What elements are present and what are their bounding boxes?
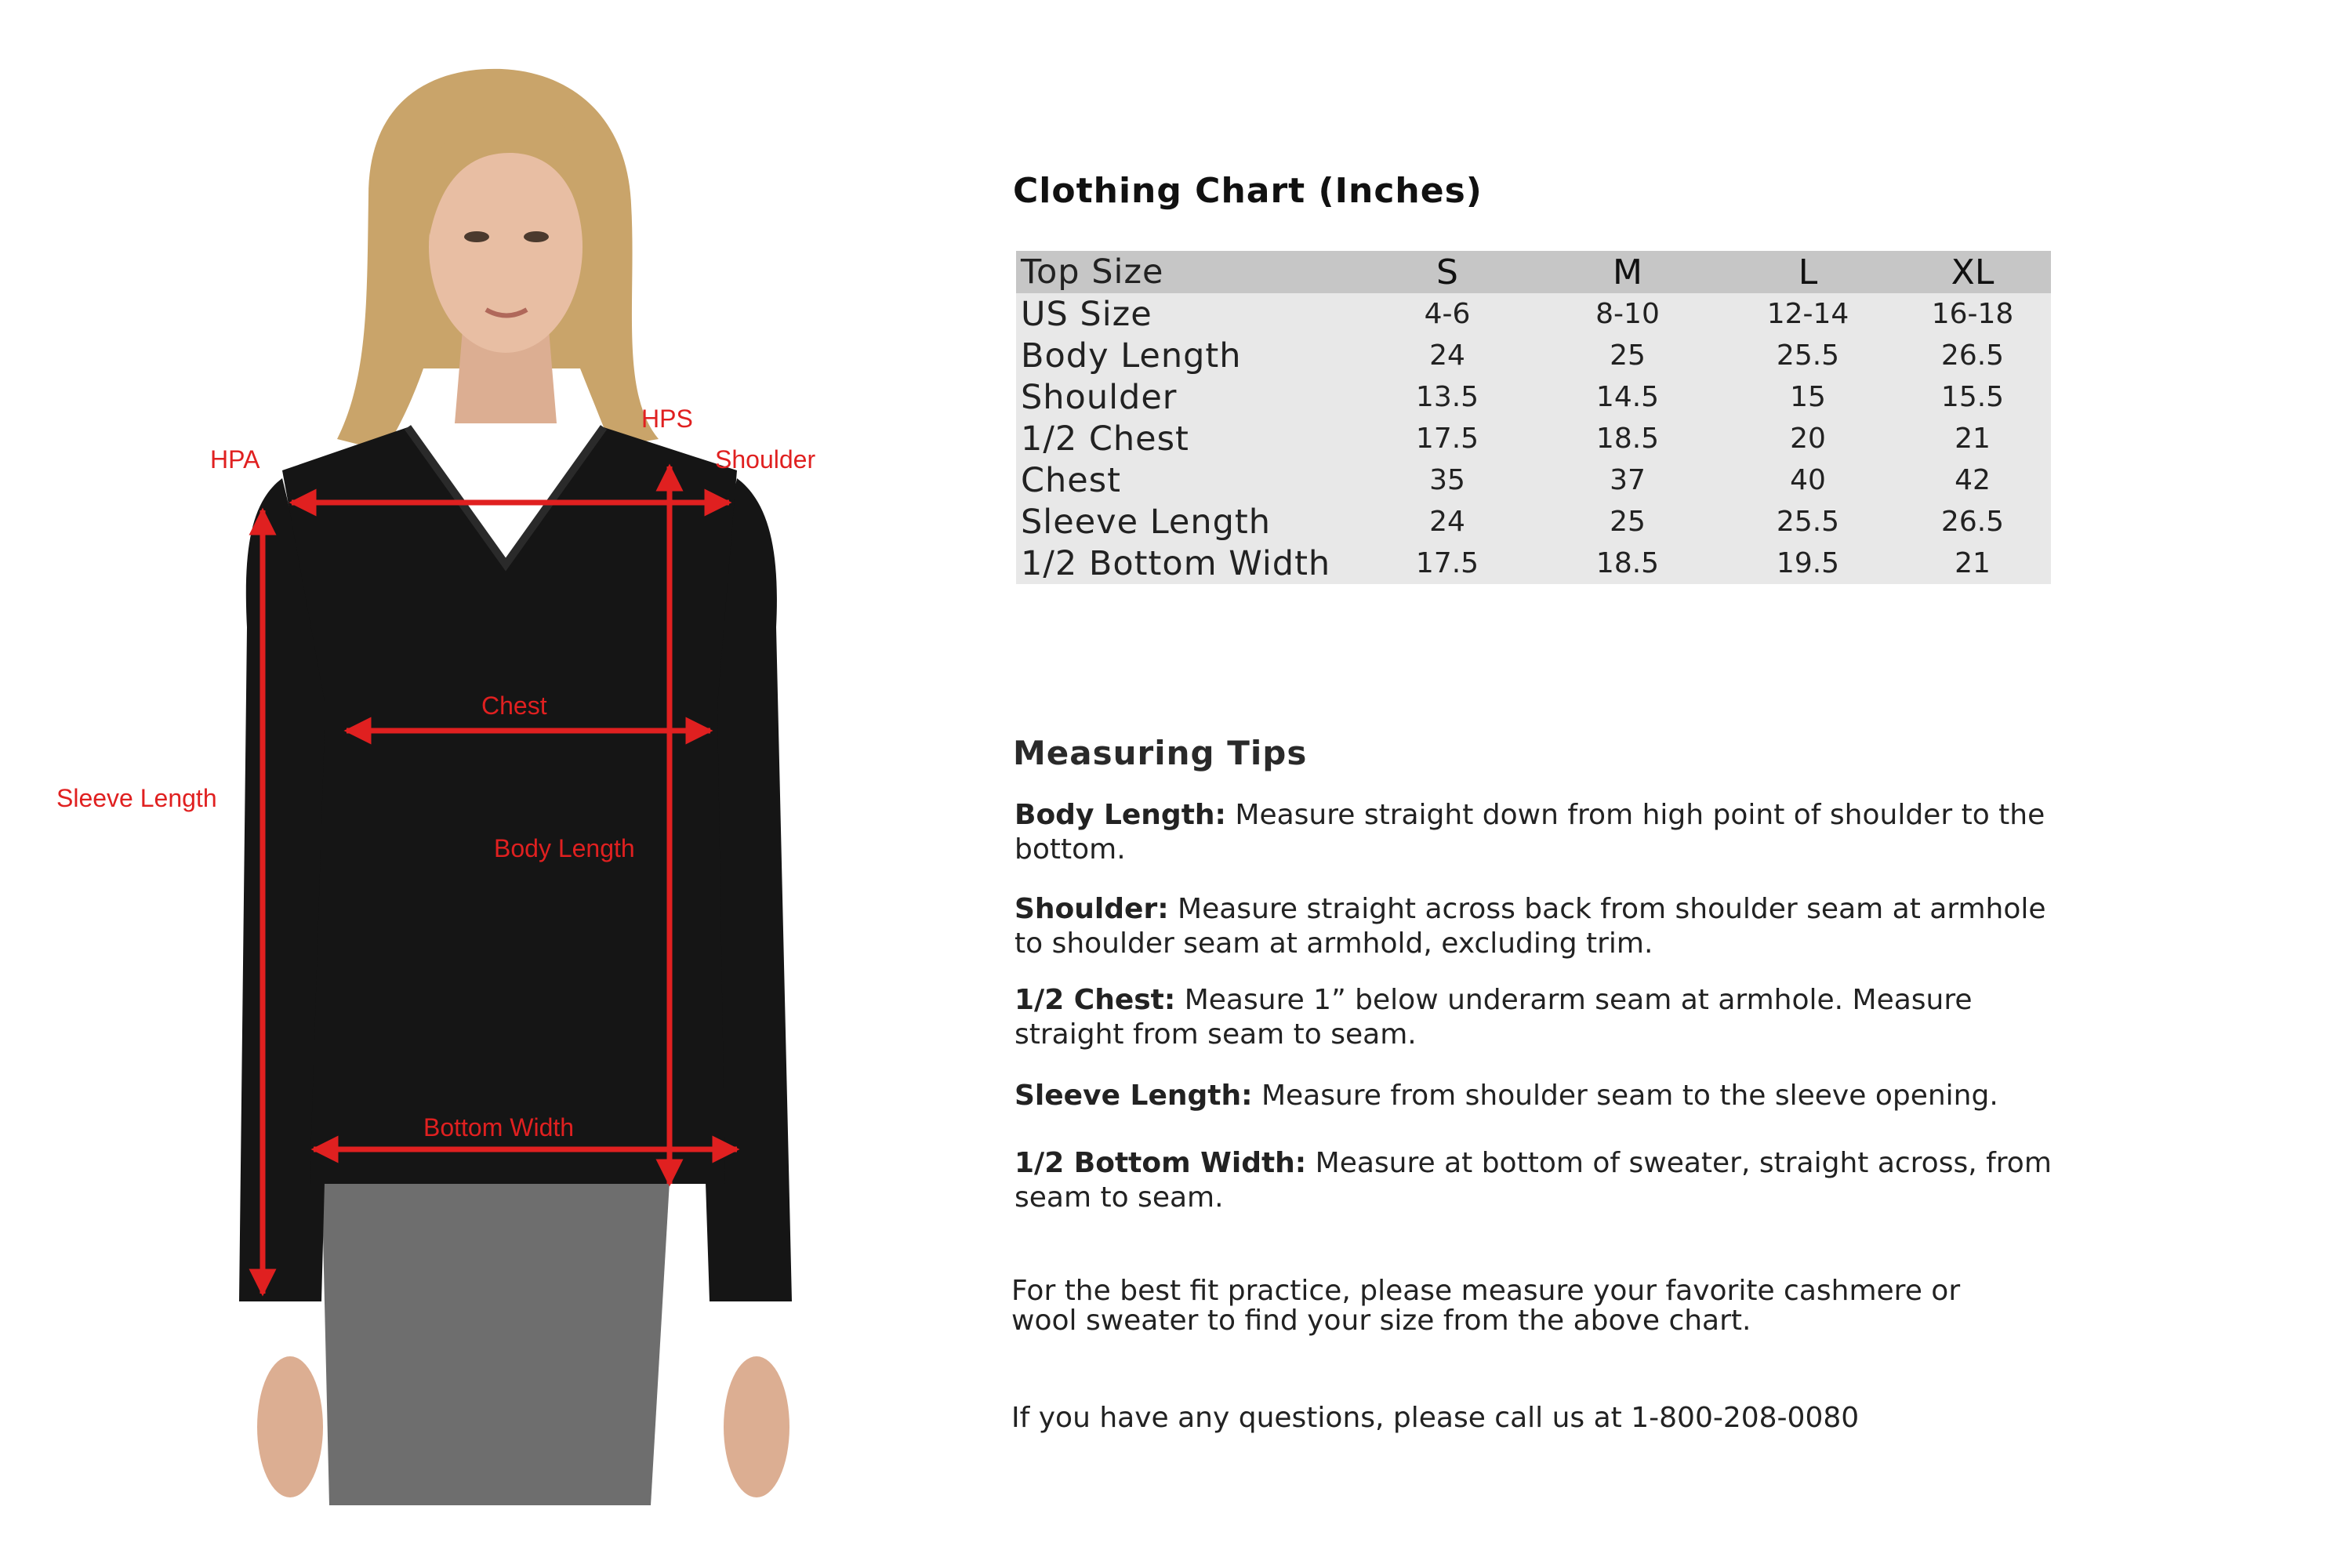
contact-note: If you have any questions, please call us at 1-800-208-0080 [1011, 1402, 1860, 1434]
table-row [1016, 293, 2051, 335]
body-length-label: Body Length [494, 834, 635, 862]
tip-term: Shoulder: [1014, 893, 1169, 925]
table-row [1016, 501, 2051, 543]
table-cell: 14.5 [1534, 376, 1722, 418]
tip-text: Measure straight across back from shoulder seam at armhole to shoulder seam at armhold, excluding trim. [1014, 893, 2046, 960]
header-cell: Top Size [1016, 251, 1361, 293]
header-cell: S [1361, 251, 1534, 293]
table-cell: 25.5 [1722, 335, 1894, 376]
table-cell: 12-14 [1722, 293, 1894, 335]
table-cell: 16-18 [1894, 293, 2051, 335]
table-cell: 40 [1722, 459, 1894, 501]
tip-term: Body Length: [1014, 799, 1226, 831]
hand-left [257, 1356, 323, 1497]
table-cell: 19.5 [1722, 543, 1894, 584]
table-cell: 18.5 [1534, 543, 1722, 584]
table-cell: 37 [1534, 459, 1722, 501]
header-cell: L [1722, 251, 1894, 293]
shoulder-label: Shoulder [715, 445, 816, 474]
row-label: 1/2 Chest [1016, 418, 1361, 459]
table-cell: 25 [1534, 335, 1722, 376]
tip-body-length [1014, 798, 2057, 867]
row-label: Body Length [1016, 335, 1361, 376]
pants [321, 1168, 670, 1505]
table-cell: 21 [1894, 418, 2051, 459]
table-cell: 35 [1361, 459, 1534, 501]
table-cell: 20 [1722, 418, 1894, 459]
eye-right [524, 231, 549, 242]
table-cell: 17.5 [1361, 418, 1534, 459]
hpa-label: HPA [210, 445, 260, 474]
header-cell: XL [1894, 251, 2051, 293]
table-cell: 8-10 [1534, 293, 1722, 335]
measuring-tips-heading: Measuring Tips [1013, 734, 1308, 772]
table-cell: 42 [1894, 459, 2051, 501]
tip-shoulder [1014, 892, 2057, 961]
tip-half-bottom-width [1014, 1146, 2057, 1215]
tip-half-chest [1014, 983, 2057, 1052]
chart-title: Clothing Chart (Inches) [1013, 171, 1483, 211]
chest-label: Chest [481, 691, 547, 720]
table-row [1016, 418, 2051, 459]
table-cell: 24 [1361, 501, 1534, 543]
sleeve-length-label: Sleeve Length [56, 784, 217, 812]
tip-text: Measure 1” below underarm seam at armhole. Measure straight from seam to seam. [1014, 984, 1973, 1051]
fit-note: For the best fit practice, please measure your favorite cashmere or wool sweater to find your size from the above chart. [1011, 1275, 1961, 1337]
row-label: US Size [1016, 293, 1361, 335]
row-label: Shoulder [1016, 376, 1361, 418]
size-chart-table [1016, 251, 2051, 584]
hps-label: HPS [641, 405, 693, 433]
table-row [1016, 543, 2051, 584]
table-cell: 15 [1722, 376, 1894, 418]
bottom-width-label: Bottom Width [423, 1113, 575, 1142]
tip-text: Measure at bottom of sweater, straight across, from seam to seam. [1014, 1147, 2052, 1214]
tip-term: 1/2 Bottom Width: [1014, 1147, 1307, 1179]
table-row [1016, 335, 2051, 376]
table-header-row [1016, 251, 2051, 293]
table-row [1016, 459, 2051, 501]
table-cell: 26.5 [1894, 501, 2051, 543]
model-figure [0, 0, 972, 1529]
tip-text: Measure straight down from high point of shoulder to the bottom. [1014, 799, 2045, 866]
table-row [1016, 376, 2051, 418]
table-cell: 17.5 [1361, 543, 1534, 584]
table-cell: 15.5 [1894, 376, 2051, 418]
row-label: Chest [1016, 459, 1361, 501]
table-cell: 4-6 [1361, 293, 1534, 335]
table-cell: 13.5 [1361, 376, 1534, 418]
header-cell: M [1534, 251, 1722, 293]
table-cell: 25.5 [1722, 501, 1894, 543]
table-cell: 26.5 [1894, 335, 2051, 376]
table-cell: 21 [1894, 543, 2051, 584]
tip-term: 1/2 Chest: [1014, 984, 1176, 1016]
table-cell: 24 [1361, 335, 1534, 376]
eye-left [464, 231, 489, 242]
tip-term: Sleeve Length: [1014, 1080, 1253, 1112]
model-illustration [0, 0, 972, 1529]
tip-text: Measure from shoulder seam to the sleeve opening. [1252, 1080, 1998, 1112]
table-cell: 25 [1534, 501, 1722, 543]
row-label: Sleeve Length [1016, 501, 1361, 543]
hand-right [724, 1356, 789, 1497]
row-label: 1/2 Bottom Width [1016, 543, 1361, 584]
tip-sleeve-length [1014, 1079, 2057, 1113]
table-cell: 18.5 [1534, 418, 1722, 459]
